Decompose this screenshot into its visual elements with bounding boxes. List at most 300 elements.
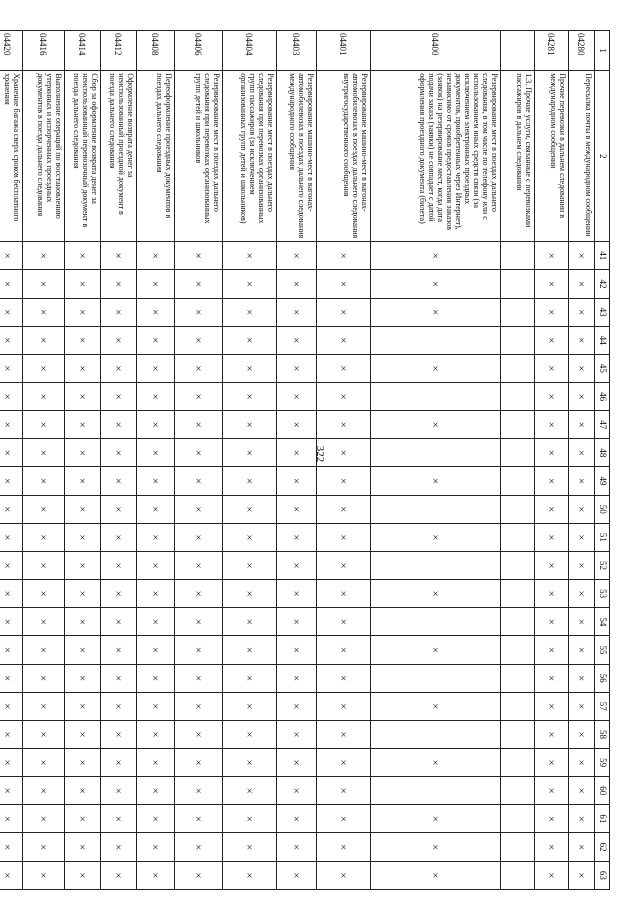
mark-cell [371,720,501,748]
mark-cell: × [223,833,277,861]
mark-cell: × [0,692,23,720]
row-name: Переоформление проездных документов в поездах дальнего следования [137,71,175,242]
mark-cell [501,777,535,805]
mark-cell [501,692,535,720]
mark-cell: × [137,382,175,410]
mark-cell: × [137,777,175,805]
mark-cell: × [371,805,501,833]
mark-cell: × [223,805,277,833]
mark-cell: × [0,861,23,889]
mark-cell: × [317,805,371,833]
mark-cell: × [569,636,595,664]
mark-cell: × [101,749,137,777]
row-name: Хранение багажа сверх сроков бесплатного хранения [0,71,23,242]
mark-cell: × [569,580,595,608]
mark-cell: × [371,833,501,861]
mark-cell: × [175,270,223,298]
mark-cell: × [317,495,371,523]
mark-cell: × [23,720,65,748]
mark-cell: × [23,805,65,833]
mark-cell: × [277,861,317,889]
column-header: 45 [595,354,610,382]
mark-cell [371,495,501,523]
mark-cell: × [137,495,175,523]
mark-cell: × [277,242,317,270]
row-name: Сбор за оформление возврата денег за неиспользованный перевозочный документ в поезда дальнего следования [65,71,101,242]
mark-cell: × [137,439,175,467]
mark-cell: × [535,495,569,523]
mark-cell: × [223,439,277,467]
mark-cell: × [0,580,23,608]
mark-cell: × [0,523,23,551]
mark-cell: × [277,495,317,523]
mark-cell: × [277,382,317,410]
mark-cell [501,523,535,551]
mark-cell: × [317,833,371,861]
mark-cell: × [137,326,175,354]
mark-cell: × [101,664,137,692]
mark-cell: × [569,720,595,748]
row-name: Прочие перевозки в дальнем следовании в международном сообщении [535,71,569,242]
mark-cell: × [223,551,277,579]
mark-cell [501,242,535,270]
mark-cell: × [137,861,175,889]
mark-cell: × [0,777,23,805]
mark-cell: × [23,692,65,720]
mark-cell: × [137,354,175,382]
mark-cell: × [65,439,101,467]
mark-cell: × [23,439,65,467]
mark-cell: × [569,551,595,579]
mark-cell: × [535,298,569,326]
mark-cell: × [277,749,317,777]
mark-cell: × [137,298,175,326]
row-name: Резервирование машино-мест в вагонах-автомобилевозах в поездах дальнего следования внутригосударственного сообщения [317,71,371,242]
mark-cell: × [535,861,569,889]
mark-cell: × [101,608,137,636]
mark-cell: × [223,467,277,495]
mark-cell: × [569,467,595,495]
mark-cell: × [23,270,65,298]
mark-cell: × [175,833,223,861]
mark-cell: × [569,270,595,298]
mark-cell: × [223,664,277,692]
mark-cell [501,608,535,636]
mark-cell: × [23,861,65,889]
mark-cell: × [223,692,277,720]
mark-cell: × [223,354,277,382]
table-row [277,31,317,890]
mark-cell: × [175,777,223,805]
mark-cell: × [535,551,569,579]
mark-cell: × [535,749,569,777]
mark-cell: × [535,833,569,861]
mark-cell: × [0,720,23,748]
table-row [0,31,23,890]
mark-cell: × [317,580,371,608]
row-name: Резервирование мест в поездах дальнего следования при перевозках организованных групп детей и школьников [175,71,223,242]
mark-cell: × [569,608,595,636]
column-header: 56 [595,664,610,692]
mark-cell: × [23,580,65,608]
mark-cell: × [223,749,277,777]
row-code: 04401 [317,31,371,71]
mark-cell: × [535,692,569,720]
mark-cell: × [277,298,317,326]
mark-cell: × [0,439,23,467]
mark-cell: × [137,720,175,748]
mark-cell [501,354,535,382]
row-name: Резервирование машино-мест в вагонах-автомобилевозах в поездах дальнего следования международного сообщения [277,71,317,242]
table-row [23,31,65,890]
mark-cell: × [317,242,371,270]
mark-cell: × [0,242,23,270]
mark-cell: × [569,326,595,354]
mark-cell: × [175,523,223,551]
mark-cell [371,382,501,410]
mark-cell: × [23,833,65,861]
mark-cell: × [65,298,101,326]
mark-cell: × [175,805,223,833]
mark-cell: × [101,805,137,833]
mark-cell: × [101,354,137,382]
mark-cell: × [101,580,137,608]
mark-cell: × [223,523,277,551]
mark-cell: × [223,636,277,664]
mark-cell: × [101,411,137,439]
mark-cell: × [23,636,65,664]
mark-cell: × [371,242,501,270]
mark-cell: × [569,777,595,805]
mark-cell: × [65,749,101,777]
mark-cell: × [175,636,223,664]
column-header: 57 [595,692,610,720]
mark-cell: × [535,354,569,382]
mark-cell: × [569,242,595,270]
row-name: Резервирование мест в поездах дальнего следования при перевозках организованных групп пассажиров (за исключением организованных групп детей и школьников) [223,71,277,242]
mark-cell: × [101,551,137,579]
mark-cell: × [569,861,595,889]
mark-cell: × [0,298,23,326]
mark-cell: × [65,720,101,748]
mark-cell: × [223,495,277,523]
mark-cell: × [137,411,175,439]
mark-cell: × [317,354,371,382]
mark-cell: × [277,580,317,608]
table-row [65,31,101,890]
mark-cell: × [23,467,65,495]
row-code: 04406 [175,31,223,71]
mark-cell: × [175,720,223,748]
mark-cell: × [569,382,595,410]
mark-cell: × [101,777,137,805]
mark-cell: × [317,692,371,720]
mark-cell: × [65,551,101,579]
mark-cell: × [223,270,277,298]
mark-cell: × [277,720,317,748]
mark-cell: × [535,608,569,636]
row-code: 04400 [371,31,501,71]
table-row [223,31,277,890]
mark-cell [501,833,535,861]
mark-cell: × [569,805,595,833]
mark-cell: × [535,777,569,805]
mark-cell: × [317,720,371,748]
table-row [101,31,137,890]
mark-cell: × [0,749,23,777]
mark-cell: × [175,749,223,777]
table-row [569,31,595,890]
mark-cell: × [277,833,317,861]
mark-cell: × [569,833,595,861]
mark-cell: × [569,411,595,439]
mark-cell: × [317,636,371,664]
mark-cell [501,382,535,410]
row-code: 04281 [535,31,569,71]
mark-cell [501,551,535,579]
mark-cell: × [223,298,277,326]
mark-cell: × [101,636,137,664]
mark-cell: × [317,749,371,777]
mark-cell: × [0,833,23,861]
mark-cell: × [223,720,277,748]
mark-cell: × [535,805,569,833]
row-name: Выполнение операций по восстановлению утерянных и испорченных проездных документов в поезда дальнего следования [23,71,65,242]
mark-cell: × [535,382,569,410]
mark-cell [501,720,535,748]
mark-cell [501,439,535,467]
mark-cell: × [65,580,101,608]
table-row [137,31,175,890]
mark-cell: × [0,664,23,692]
mark-cell [371,608,501,636]
mark-cell: × [175,861,223,889]
mark-cell: × [65,411,101,439]
mark-cell: × [65,326,101,354]
column-header: 52 [595,551,610,579]
mark-cell: × [23,551,65,579]
mark-cell: × [371,580,501,608]
mark-cell: × [65,467,101,495]
mark-cell: × [223,580,277,608]
table-row [501,31,535,890]
mark-cell: × [101,861,137,889]
mark-cell: × [317,326,371,354]
mark-cell: × [569,749,595,777]
mark-cell: × [65,382,101,410]
services-table [0,30,610,890]
row-code: 04414 [65,31,101,71]
mark-cell: × [317,664,371,692]
column-header: 61 [595,805,610,833]
mark-cell [501,298,535,326]
mark-cell: × [175,692,223,720]
mark-cell: × [137,692,175,720]
mark-cell: × [0,551,23,579]
mark-cell: × [23,664,65,692]
row-code: 04420 [0,31,23,71]
mark-cell: × [371,467,501,495]
mark-cell: × [0,636,23,664]
mark-cell: × [65,523,101,551]
mark-cell: × [175,608,223,636]
mark-cell: × [175,439,223,467]
mark-cell: × [23,382,65,410]
mark-cell: × [175,411,223,439]
mark-cell: × [223,242,277,270]
mark-cell: × [101,523,137,551]
mark-cell: × [277,354,317,382]
mark-cell: × [101,326,137,354]
mark-cell: × [101,382,137,410]
mark-cell: × [569,523,595,551]
mark-cell [501,580,535,608]
mark-cell [371,326,501,354]
mark-cell: × [65,664,101,692]
column-header: 41 [595,242,610,270]
mark-cell: × [277,664,317,692]
row-name: Оформление возврата денег за неиспользованный проездной документ в поезда дальнего следования [101,71,137,242]
mark-cell [501,411,535,439]
column-header: 43 [595,298,610,326]
mark-cell: × [101,242,137,270]
mark-cell: × [175,495,223,523]
mark-cell: × [317,523,371,551]
column-header: 60 [595,777,610,805]
column-header: 63 [595,861,610,889]
mark-cell: × [101,495,137,523]
mark-cell: × [65,354,101,382]
mark-cell: × [535,411,569,439]
mark-cell: × [0,608,23,636]
mark-cell: × [371,636,501,664]
mark-cell: × [0,805,23,833]
mark-cell: × [277,805,317,833]
mark-cell [501,749,535,777]
mark-cell: × [175,467,223,495]
mark-cell: × [371,861,501,889]
mark-cell: × [175,354,223,382]
mark-cell: × [371,523,501,551]
mark-cell: × [317,439,371,467]
mark-cell: × [371,411,501,439]
mark-cell: × [0,270,23,298]
row-name: 1.3. Прочие услуги, связанные с перевозками пассажиров в дальнем следовании [501,71,535,242]
mark-cell: × [101,467,137,495]
mark-cell: × [317,467,371,495]
mark-cell: × [65,495,101,523]
mark-cell [371,664,501,692]
mark-cell: × [317,551,371,579]
table-row [535,31,569,890]
column-header: 42 [595,270,610,298]
row-name: Пересылка почты в международном сообщении [569,71,595,242]
mark-cell: × [277,439,317,467]
mark-cell: × [175,382,223,410]
mark-cell [501,861,535,889]
column-header: 47 [595,411,610,439]
mark-cell: × [223,608,277,636]
mark-cell: × [101,270,137,298]
mark-cell: × [137,749,175,777]
column-header: 50 [595,495,610,523]
table-body [0,31,595,890]
mark-cell: × [23,523,65,551]
mark-cell: × [535,242,569,270]
mark-cell: × [65,692,101,720]
mark-cell: × [65,777,101,805]
mark-cell: × [65,608,101,636]
mark-cell: × [65,242,101,270]
mark-cell: × [535,580,569,608]
mark-cell: × [137,664,175,692]
mark-cell: × [535,720,569,748]
mark-cell: × [569,664,595,692]
row-code: 04280 [569,31,595,71]
mark-cell: × [277,411,317,439]
mark-cell: × [137,467,175,495]
column-header: 62 [595,833,610,861]
mark-cell: × [23,298,65,326]
mark-cell [371,439,501,467]
mark-cell: × [277,523,317,551]
mark-cell: × [535,467,569,495]
mark-cell: × [277,467,317,495]
header-row [595,31,610,890]
mark-cell: × [0,495,23,523]
mark-cell: × [23,749,65,777]
mark-cell: × [137,580,175,608]
column-header: 51 [595,523,610,551]
mark-cell: × [277,636,317,664]
table-row [317,31,371,890]
mark-cell: × [175,580,223,608]
mark-cell: × [277,270,317,298]
column-header: 58 [595,720,610,748]
mark-cell: × [277,608,317,636]
mark-cell: × [23,411,65,439]
mark-cell: × [101,439,137,467]
mark-cell: × [0,354,23,382]
mark-cell: × [317,411,371,439]
mark-cell: × [569,298,595,326]
mark-cell: × [317,298,371,326]
mark-cell: × [175,664,223,692]
mark-cell: × [137,551,175,579]
mark-cell: × [137,270,175,298]
mark-cell: × [317,608,371,636]
mark-cell: × [317,777,371,805]
row-name: Резервирование мест в поездах дальнего следования, в том числе по телефону или с использованием иных средств связи (за исключением электронных проездных документов, приобретенных через Интернет), независимо от сроков предоставления заказов (заявок) на резервирование мест, когда дата подачи заказа (заявки) не совпадает с датой оформления проездного документа (билета) [371,71,501,242]
mark-cell: × [223,777,277,805]
mark-cell: × [371,692,501,720]
mark-cell: × [65,636,101,664]
mark-cell: × [535,439,569,467]
mark-cell: × [0,411,23,439]
mark-cell: × [137,608,175,636]
column-header: 46 [595,382,610,410]
mark-cell: × [371,749,501,777]
mark-cell: × [101,692,137,720]
mark-cell: × [101,298,137,326]
mark-cell: × [101,833,137,861]
mark-cell: × [535,664,569,692]
row-code: 04412 [101,31,137,71]
mark-cell: × [277,692,317,720]
mark-cell: × [65,833,101,861]
mark-cell: × [371,354,501,382]
mark-cell: × [175,242,223,270]
